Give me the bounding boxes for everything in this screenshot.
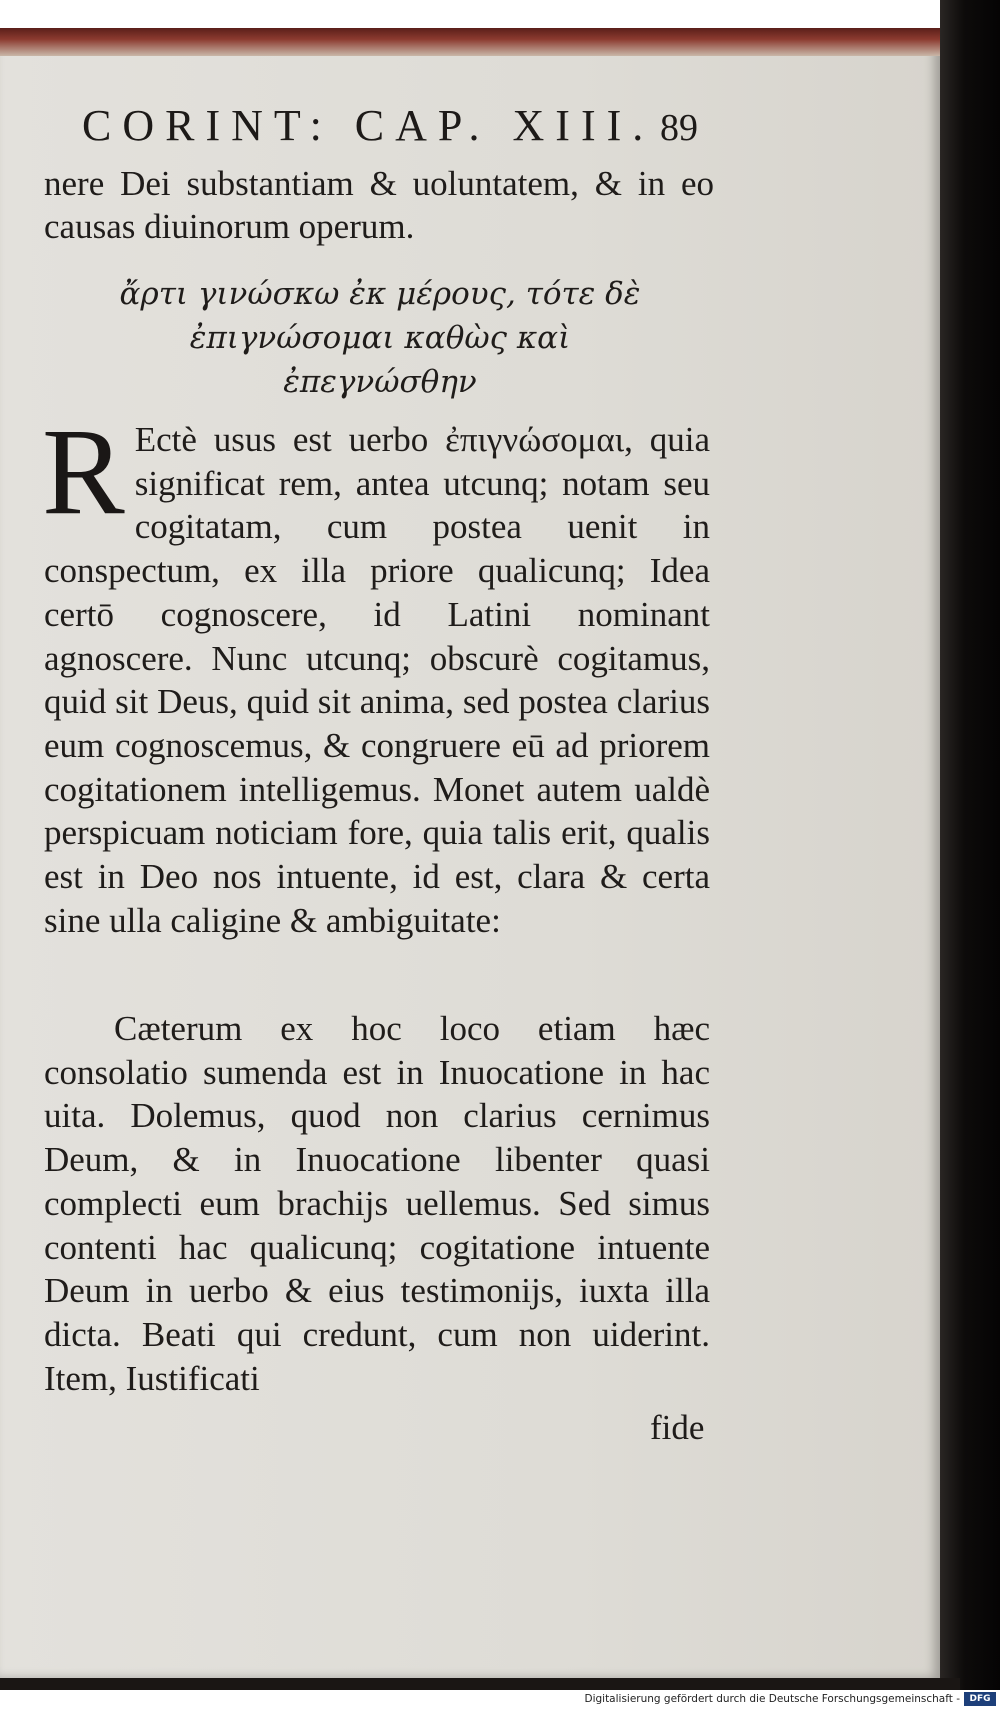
opening-lines: nere Dei substantiam & uoluntatem, & in eo causas diuinorum operum. [44, 164, 714, 246]
drop-capital: R [42, 403, 125, 540]
paragraph-1-text: Ectè usus est uerbo ἐπιγνώσομαι, quia significat rem, antea utcunq; notam seu cogitatam, cum postea uenit in conspectum, ex illa priore qualicunq; Idea certō cognoscere, id Latini nominant agnoscere. Nunc utcunq; obscurè cogitamus, quid sit Deus, quid sit anima, sed postea clarius eum cognoscemus, & congruere eū ad priorem cogitationem intelligemus. Monet autem ualdè perspicuam noticiam fore, quia talis erit, qualis est in Deo nos intuente, id est, clara & certa sine ulla caligine & ambiguitate: [44, 420, 710, 940]
second-paragraph: Cæterum ex hoc loco etiam hæc consolatio sumenda est in Inuocatione in hac uita. Dolemus, quod non clarius cernimus Deum, & in Inuocatione libenter quasi complecti eum brachijs uellemus. Sed simus contenti hac qualicunq; cogitatione intuente Deum in uerbo & eius testimonijs, iuxta illa dicta. Beati qui credunt, cum non uiderint. Item, Iustificati [44, 1009, 710, 1398]
dfg-logo: DFG [964, 1692, 996, 1706]
greek-line-1: ἄρτι γινώσκω ἐκ μέρους, τότε δὲ [119, 276, 641, 312]
greek-line-3: ἐπεγνώσθην [283, 364, 477, 400]
catchword: fide [650, 1408, 705, 1447]
running-head: CORINT: CAP. XIII. [82, 101, 655, 150]
page-top-edge [0, 28, 940, 56]
scanner-edge [940, 0, 1000, 1690]
greek-line-2: ἐπιγνώσομαι καθὼς καὶ [189, 320, 571, 356]
page-number: 89 [660, 107, 698, 149]
page-bottom-edge [0, 1678, 960, 1690]
main-paragraph [42, 403, 710, 942]
digitization-credit: Digitalisierung gefördert durch die Deutsche Forschungsgemeinschaft - [584, 1693, 960, 1705]
